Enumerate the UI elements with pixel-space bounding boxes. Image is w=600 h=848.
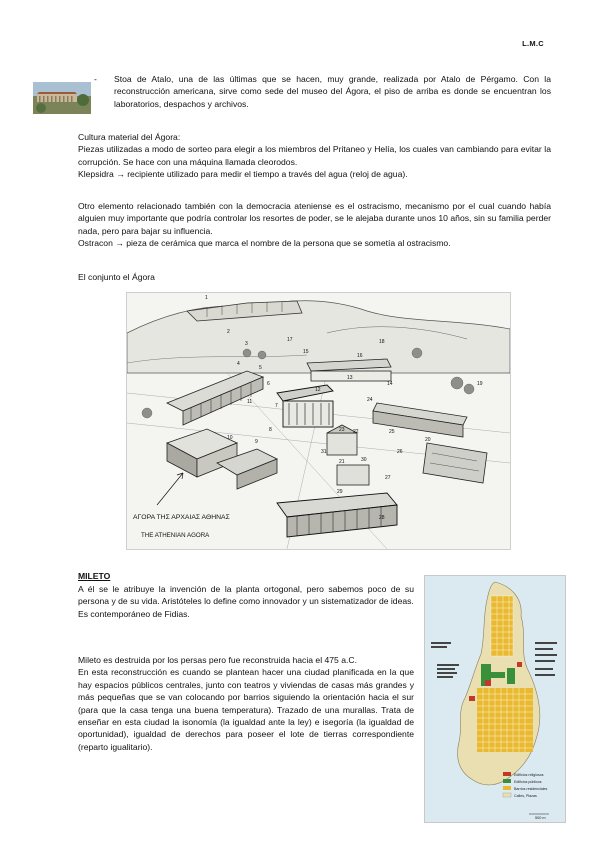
stoa-bullet: - [94, 74, 97, 84]
mileto-p1: A él se le atribuye la invención de la planta ortogonal, pero sabemos poco de su persona y de su vida. Aristóteles lo define como innovador y un sistematizador de ideas. [78, 584, 414, 607]
mileto-intro [78, 583, 414, 620]
agora-number-label: 4 [237, 361, 240, 367]
mileto-p4: En esta reconstrucción es cuando se plantean hacer una ciudad planificada en la que hay espacios públicos centrales, junto con teatros y viviendas de casas más grandes y más pequeñas que se van colocando por barrios siguiendo la orientación hacia el sur (para que la casa tenga una buena temperatura). Trazado de una murallas. Trata de enseñar en esta ciudad la isonomía (la igualdad ante la ley) e isegoría (la igualdad de oportunidad), igualdad de derechos para poseer el lote de tierras correspondiente (reparto igualitario). [78, 667, 414, 752]
map-legend-religious: Edificios religiosos [514, 773, 544, 777]
agora-number-label: 8 [269, 427, 272, 433]
piezas-paragraph: Piezas utilizadas a modo de sorteo para elegir a los miembros del Pritaneo y Helía, los cuales van cambiando para evitar la corrupción. Se hace con una máquina llamada cleorodos. [78, 144, 551, 167]
agora-number-label: 18 [379, 339, 385, 345]
map-legend-residential: Barrios residenciales [514, 787, 548, 791]
agora-number-label: 2 [227, 329, 230, 335]
map-legend-streets: Calles, Plazas [514, 794, 537, 798]
agora-number-label: 22 [353, 429, 359, 435]
agora-number-label: 16 [357, 353, 363, 359]
agora-caption-greek: ΑΓΟΡΑ ΤΗΣ ΑΡΧΑΙΑΣ ΑΘΗΝΑΣ [133, 514, 230, 521]
agora-reconstruction-drawing [126, 292, 511, 550]
klepsidra-paragraph: Klepsidra → recipiente utilizado para medir el tiempo a través del agua (reloj de agua). [78, 169, 408, 180]
agora-number-label: 25 [389, 429, 395, 435]
agora-number-label: 1 [205, 295, 208, 301]
stoa-thumbnail-image [33, 82, 91, 114]
agora-number-label: 6 [267, 381, 270, 387]
agora-number-label: 26 [397, 449, 403, 455]
agora-number-label: 12 [315, 387, 321, 393]
agora-number-label: 13 [347, 375, 353, 381]
agora-number-label: 11 [247, 399, 253, 405]
conjunto-heading: El conjunto el Ágora [78, 272, 155, 282]
agora-number-label: 14 [387, 381, 393, 387]
cultura-heading: Cultura material del Ágora: [78, 132, 181, 142]
ostracon-paragraph: Ostracon → pieza de cerámica que marca el nombre de la persona que se sometía al ostracismo. [78, 238, 451, 249]
stoa-paragraph: Stoa de Atalo, una de las últimas que se hacen, muy grande, realizada por Atalo de Pérgamo. Con la reconstrucción americana, sirve como sede del museo del Ágora, el piso de arriba es donde se encuentran los laboratorios, despachos y archivos. [114, 74, 551, 109]
mileto-p2: Es contemporáneo de Fidias. [78, 608, 190, 619]
agora-number-label: 28 [379, 515, 385, 521]
agora-number-label: 20 [425, 437, 431, 443]
agora-number-label: 10 [227, 435, 233, 441]
agora-number-label: 29 [337, 489, 343, 495]
agora-number-label: 23 [339, 427, 345, 433]
header-initials: L.M.C [522, 39, 544, 48]
agora-number-label: 17 [287, 337, 293, 343]
agora-number-label: 31 [321, 449, 327, 455]
ostracismo-section [78, 200, 551, 250]
agora-number-label: 19 [477, 381, 483, 387]
agora-number-label: 15 [303, 349, 309, 355]
agora-number-label: 24 [367, 397, 373, 403]
agora-number-label: 30 [361, 457, 367, 463]
map-legend-public: Edificios públicos [514, 780, 542, 784]
mileto-plan-map [424, 575, 566, 823]
mileto-body [78, 654, 414, 753]
agora-number-label: 27 [385, 475, 391, 481]
agora-number-label: 9 [255, 439, 258, 445]
agora-number-label: 7 [275, 403, 278, 409]
cultura-section [78, 131, 551, 181]
agora-caption-english: THE ATHENIAN AGORA [141, 532, 210, 539]
agora-number-label: 21 [339, 459, 345, 465]
agora-number-label: 3 [245, 341, 248, 347]
ostracismo-paragraph: Otro elemento relacionado también con la democracia ateniense es el ostracismo, mecanismo por el cual cuando había alguien muy importante que podría controlar los resortes de poder, se le alejaba durante unos 10 años, sin su familia perder nada, pero para bajar su influencia. [78, 201, 551, 236]
agora-number-label: 5 [259, 365, 262, 371]
mileto-p3: Mileto es destruida por los persas pero fue reconstruida hacia el 475 a.C. [78, 655, 357, 665]
map-scale: 500 m [535, 816, 546, 820]
mileto-title: MILETO [78, 571, 111, 581]
